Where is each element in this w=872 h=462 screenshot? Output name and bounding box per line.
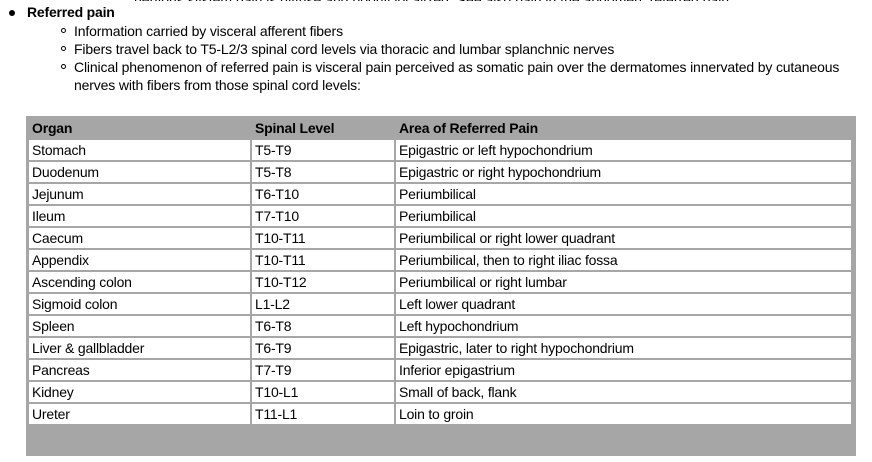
table-row	[29, 338, 851, 358]
spinal-level-cell: T6-T8	[252, 316, 394, 336]
spinal-level-cell: T10-T11	[252, 228, 394, 248]
table-row	[29, 250, 851, 270]
bullet-text: Clinical phenomenon of referred pain is visceral pain perceived as somatic pain over the dermatomes innervated by cutaneous nerves with fibers from those spinal cord levels:	[74, 59, 840, 93]
circle-bullet-icon	[61, 28, 66, 33]
referred-area-cell: Left hypochondrium	[396, 316, 851, 336]
referred-area-cell: Periumbilical	[396, 206, 851, 226]
section-heading: Referred pain	[27, 4, 115, 20]
organ-cell: Appendix	[29, 250, 250, 270]
table-row	[29, 404, 851, 424]
referred-area-cell: Epigastric or right hypochondrium	[396, 162, 851, 182]
organ-cell: Sigmoid colon	[29, 294, 250, 314]
spinal-level-cell: T7-T9	[252, 360, 394, 380]
referred-area-cell: Periumbilical, then to right iliac fossa	[396, 250, 851, 270]
referred-area-cell: Periumbilical	[396, 184, 851, 204]
referred-area-cell: Inferior epigastrium	[396, 360, 851, 380]
header-spinal-level: Spinal Level	[252, 118, 394, 138]
organ-cell: Ureter	[29, 404, 250, 424]
spinal-level-cell: T11-L1	[252, 404, 394, 424]
table-row	[29, 206, 851, 226]
table-row	[29, 316, 851, 336]
spinal-level-cell: T6-T10	[252, 184, 394, 204]
spinal-level-cell: T6-T9	[252, 338, 394, 358]
organ-cell: Stomach	[29, 140, 250, 160]
organ-cell: Kidney	[29, 382, 250, 402]
table-header-row	[29, 118, 851, 138]
table-row	[29, 360, 851, 380]
referred-pain-section	[0, 3, 872, 94]
referred-area-cell: Periumbilical or right lumbar	[396, 272, 851, 292]
organ-cell: Ileum	[29, 206, 250, 226]
circle-bullet-icon	[61, 46, 66, 51]
header-referred-area: Area of Referred Pain	[396, 118, 851, 138]
spinal-level-cell: T5-T8	[252, 162, 394, 182]
spinal-level-cell: T5-T9	[252, 140, 394, 160]
referred-area-cell: Loin to groin	[396, 404, 851, 424]
bullet-item	[27, 58, 872, 94]
referred-area-cell: Small of back, flank	[396, 382, 851, 402]
organ-cell: Spleen	[29, 316, 250, 336]
table-row	[29, 184, 851, 204]
bullet-text: Information carried by visceral afferent fibers	[74, 23, 343, 39]
referred-area-cell: Left lower quadrant	[396, 294, 851, 314]
table-row	[29, 162, 851, 182]
referred-pain-bullets	[27, 22, 872, 94]
referred-pain-table-frame	[26, 116, 856, 456]
spinal-level-cell: T7-T10	[252, 206, 394, 226]
table-row	[29, 382, 851, 402]
table-row	[29, 140, 851, 160]
spinal-level-cell: T10-T11	[252, 250, 394, 270]
table-row	[29, 294, 851, 314]
spinal-level-cell: T10-T12	[252, 272, 394, 292]
organ-cell: Pancreas	[29, 360, 250, 380]
referred-area-cell: Epigastric or left hypochondrium	[396, 140, 851, 160]
cut-off-previous-line	[0, 0, 872, 1]
previous-line-fragment	[134, 0, 733, 1]
organ-cell: Duodenum	[29, 162, 250, 182]
bullet-item	[27, 22, 872, 40]
organ-cell: Ascending colon	[29, 272, 250, 292]
bullet-text: Fibers travel back to T5-L2/3 spinal cord levels via thoracic and lumbar splanchnic nerves	[74, 41, 615, 57]
referred-pain-item	[0, 3, 872, 94]
table-row	[29, 272, 851, 292]
organ-cell: Jejunum	[29, 184, 250, 204]
bullet-item	[27, 40, 872, 58]
table-row	[29, 228, 851, 248]
spinal-level-cell: T10-L1	[252, 382, 394, 402]
circle-bullet-icon	[61, 64, 66, 69]
header-organ: Organ	[29, 118, 250, 138]
organ-cell: Liver & gallbladder	[29, 338, 250, 358]
spinal-level-cell: L1-L2	[252, 294, 394, 314]
referred-area-cell: Epigastric, later to right hypochondrium	[396, 338, 851, 358]
bullet-dot-icon	[9, 10, 15, 16]
organ-cell: Caecum	[29, 228, 250, 248]
referred-pain-table	[27, 116, 853, 426]
referred-area-cell: Periumbilical or right lower quadrant	[396, 228, 851, 248]
